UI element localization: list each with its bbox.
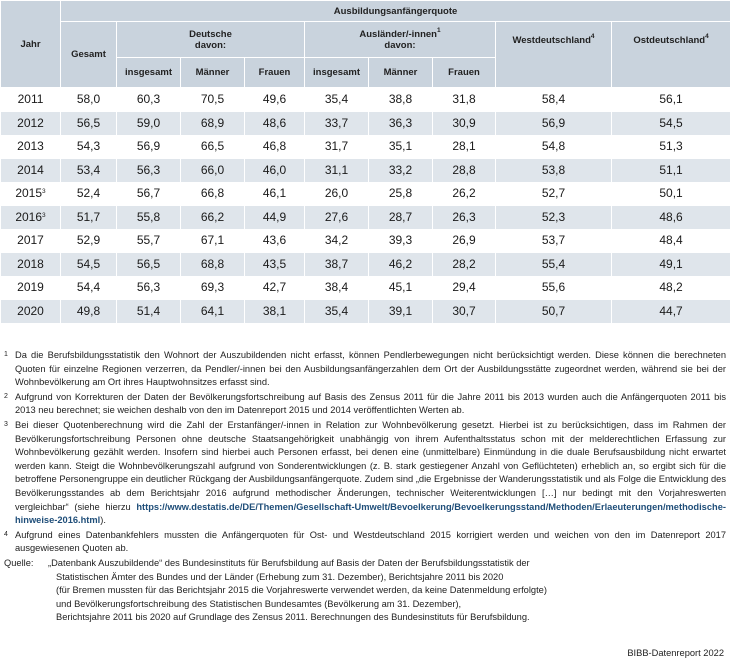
value-cell: 48,6 [245, 112, 305, 136]
value-cell: 49,1 [612, 253, 730, 277]
value-cell: 42,7 [245, 276, 305, 300]
year-cell: 2018 [1, 253, 61, 277]
table-row [1, 229, 730, 253]
value-cell: 55,4 [496, 253, 612, 277]
value-cell: 69,3 [181, 276, 245, 300]
value-cell: 54,8 [496, 135, 612, 159]
source-line: (für Bremen mussten für das Berichtsjahr 2015 die Vorjahreswerte verwendet werden, da keine Datenmeldung erfolgte) [56, 585, 547, 596]
year-cell: 2011 [1, 88, 61, 112]
value-cell: 45,1 [369, 276, 433, 300]
value-cell: 35,4 [305, 88, 369, 112]
value-cell: 48,2 [612, 276, 730, 300]
footnote-3: 3 Bei dieser Quotenberechnung wird die Zahl der Erstanfänger/-innen in Relation zur Wohnbevölkerung gesetzt. Hierbei ist zu berücksichtigen, dass im Rahmen der Bevölkerungsfortschreibung Personen ohne deutsche Staatsangehörigkeit unabhängig von ihrem Aufenthaltsstatus schon mit der melderechtlichen Erfassung zur Wohnbevölkerung gezählt werden. Insofern sind hierbei auch Personen erfasst, bei denen eine (unmittelbare) Einmündung in die duale Berufsausbildung nicht erwartet werden kann. Steigt die Wohnbevölkerungszahl aufgrund von Sonderentwicklungen (z. B. stark gestiegener Anzahl von Geflüchteten) erheblich an, so ergibt sich für die betroffene Personengruppe ein deutlicher Rückgang der Ausbildungsanfängerquote. Zudem sind „die Ergebnisse der Wanderungsstatistik und als Folge die Entwicklung des Bevölkerungsstandes ab dem Berichtsjahr 2016 aufgrund methodischer Änderungen, technischer Weiterentwicklungen […] nur bedingt mit den Vorjahreswerten vergleichbar“ (siehe hierzu https://www.destatis.de/DE/Themen/Gesellschaft-Umwelt/Bevoelkerung/Bevoelkerungsstand/Methoden/Erlaeuterungen/methodische-hinweise-2016.html). [4, 419, 726, 526]
year-cell: 2014 [1, 159, 61, 183]
value-cell: 66,2 [181, 206, 245, 230]
value-cell: 33,2 [369, 159, 433, 183]
value-cell: 43,5 [245, 253, 305, 277]
value-cell: 56,7 [117, 182, 181, 206]
value-cell: 36,3 [369, 112, 433, 136]
value-cell: 51,1 [612, 159, 730, 183]
value-cell: 54,4 [61, 276, 117, 300]
source-line: Berichtsjahre 2011 bis 2020 auf Grundlage des Zensus 2011. Berechnungen des Bundesinstituts für Berufsbildung. [56, 612, 530, 623]
table-row [1, 253, 730, 277]
value-cell: 29,4 [433, 276, 496, 300]
value-cell: 53,4 [61, 159, 117, 183]
year-cell: 2013 [1, 135, 61, 159]
value-cell: 68,8 [181, 253, 245, 277]
value-cell: 38,7 [305, 253, 369, 277]
year-cell: 2020 [1, 300, 61, 324]
value-cell: 25,8 [369, 182, 433, 206]
table-row [1, 135, 730, 159]
value-cell: 54,5 [61, 253, 117, 277]
value-cell: 31,1 [305, 159, 369, 183]
value-cell: 50,7 [496, 300, 612, 324]
value-cell: 30,9 [433, 112, 496, 136]
table-header [1, 1, 730, 88]
header-year: Jahr [1, 1, 61, 88]
value-cell: 34,2 [305, 229, 369, 253]
value-cell: 46,2 [369, 253, 433, 277]
value-cell: 67,1 [181, 229, 245, 253]
value-cell: 54,3 [61, 135, 117, 159]
value-cell: 55,8 [117, 206, 181, 230]
value-cell: 53,7 [496, 229, 612, 253]
value-cell: 56,9 [496, 112, 612, 136]
value-cell: 51,7 [61, 206, 117, 230]
table-row [1, 88, 730, 112]
value-cell: 33,7 [305, 112, 369, 136]
value-cell: 35,4 [305, 300, 369, 324]
value-cell: 38,4 [305, 276, 369, 300]
value-cell: 26,9 [433, 229, 496, 253]
header-west: Westdeutschland$^4$ [496, 22, 612, 88]
value-cell: 28,8 [433, 159, 496, 183]
header-maenner-auslaender: Männer [369, 58, 433, 88]
value-cell: 43,6 [245, 229, 305, 253]
header-frauen-deutsche: Frauen [245, 58, 305, 88]
footnotes [4, 349, 726, 625]
value-cell: 56,9 [117, 135, 181, 159]
footnote-4: 4 Aufgrund eines Datenbankfehlers mussten die Anfängerquoten für Ost- und Westdeutschland 2015 korrigiert werden und weichen von den im Datenreport 2017 ausgewiesenen Quoten ab. [4, 529, 726, 554]
value-cell: 26,3 [433, 206, 496, 230]
value-cell: 51,3 [612, 135, 730, 159]
value-cell: 28,1 [433, 135, 496, 159]
table-row [1, 112, 730, 136]
value-cell: 50,1 [612, 182, 730, 206]
year-cell: 2019 [1, 276, 61, 300]
value-cell: 51,4 [117, 300, 181, 324]
source-line: Statistischen Ämter des Bundes und der Länder (Erhebung zum 31. Dezember), Berichtsjahre 2011 bis 2020 [56, 571, 504, 582]
value-cell: 46,0 [245, 159, 305, 183]
value-cell: 49,8 [61, 300, 117, 324]
header-auslaender: Ausländer/-innen$^1$ davon: [305, 22, 496, 58]
source-note: Quelle: „Datenbank Auszubildende“ des Bundesinstituts für Berufsbildung auf Basis der Daten der Berufsbildungsstatistik der Statistischen Ämter des Bundes und der Länder (Erhebung zum 31. Dezember), Berichtsjahre 2011 bis 2020 (für Bremen mussten für das Berichtsjahr 2015 die Vorjahreswerte verwendet werden, da keine Datenmeldung erfolgte) und Bevölkerungsfortschreibung des Statistischen Bundesamtes (Bevölkerung am 31. Dezember), Berichtsjahre 2011 bis 2020 auf Grundlage des Zensus 2011. Berechnungen des Bundesinstituts für Berufsbildung. [4, 557, 726, 625]
table-row [1, 300, 730, 324]
header-insgesamt-auslaender: insgesamt [305, 58, 369, 88]
value-cell: 56,5 [117, 253, 181, 277]
table-row [1, 159, 730, 183]
value-cell: 66,0 [181, 159, 245, 183]
value-cell: 30,7 [433, 300, 496, 324]
value-cell: 48,6 [612, 206, 730, 230]
value-cell: 66,5 [181, 135, 245, 159]
header-maenner-deutsche: Männer [181, 58, 245, 88]
value-cell: 48,4 [612, 229, 730, 253]
value-cell: 26,2 [433, 182, 496, 206]
table-row [1, 206, 730, 230]
header-deutsche: Deutsche davon: [117, 22, 305, 58]
value-cell: 66,8 [181, 182, 245, 206]
value-cell: 59,0 [117, 112, 181, 136]
year-cell: 2016$^3$ [1, 206, 61, 230]
year-cell: 2017 [1, 229, 61, 253]
table-row [1, 276, 730, 300]
value-cell: 52,9 [61, 229, 117, 253]
value-cell: 44,7 [612, 300, 730, 324]
quota-table [0, 0, 730, 323]
header-group: Ausbildungsanfängerquote [61, 1, 730, 22]
value-cell: 31,7 [305, 135, 369, 159]
publication-label: BIBB-Datenreport 2022 [627, 648, 724, 658]
value-cell: 26,0 [305, 182, 369, 206]
value-cell: 55,7 [117, 229, 181, 253]
value-cell: 60,3 [117, 88, 181, 112]
header-insgesamt-deutsche: insgesamt [117, 58, 181, 88]
value-cell: 28,2 [433, 253, 496, 277]
value-cell: 44,9 [245, 206, 305, 230]
value-cell: 58,4 [496, 88, 612, 112]
value-cell: 56,3 [117, 276, 181, 300]
value-cell: 52,3 [496, 206, 612, 230]
footnote-2: 2 Aufgrund von Korrekturen der Daten der Bevölkerungsfortschreibung auf Basis des Zensus 2011 für die Jahre 2011 bis 2013 wurden auch die Anfängerquoten 2011 bis 2013 neu berechnet; sie weichen deshalb von den im Datenreport 2015 und 2014 veröffentlichten Werten ab. [4, 391, 726, 416]
value-cell: 53,8 [496, 159, 612, 183]
value-cell: 56,3 [117, 159, 181, 183]
year-cell: 2015$^3$ [1, 182, 61, 206]
value-cell: 64,1 [181, 300, 245, 324]
value-cell: 52,4 [61, 182, 117, 206]
value-cell: 27,6 [305, 206, 369, 230]
header-ost: Ostdeutschland$^4$ [612, 22, 730, 88]
header-frauen-auslaender: Frauen [433, 58, 496, 88]
source-line: „Datenbank Auszubildende“ des Bundesinstituts für Berufsbildung auf Basis der Daten der Berufsbildungsstatistik der [48, 557, 530, 568]
value-cell: 46,1 [245, 182, 305, 206]
value-cell: 31,8 [433, 88, 496, 112]
value-cell: 58,0 [61, 88, 117, 112]
value-cell: 56,1 [612, 88, 730, 112]
footnote-1: 1 Da die Berufsbildungsstatistik den Wohnort der Auszubildenden nicht erfasst, können Pendlerbewegungen nicht berücksichtigt werden. Diese können die berechneten Quoten für einzelne Regionen verzerren, da Pendler/-innen bei den Ausbildungsanfängerzahlen dem Ort der Ausbildungsstätte zugeordnet werden, während sie bei der Wohnbevölkerung am Ort ihres Hauptwohnsitzes erfasst sind. [4, 350, 726, 388]
header-gesamt: Gesamt [61, 22, 117, 88]
table-row [1, 182, 730, 206]
value-cell: 54,5 [612, 112, 730, 136]
value-cell: 52,7 [496, 182, 612, 206]
value-cell: 46,8 [245, 135, 305, 159]
value-cell: 55,6 [496, 276, 612, 300]
value-cell: 70,5 [181, 88, 245, 112]
value-cell: 35,1 [369, 135, 433, 159]
table-body [1, 88, 730, 324]
value-cell: 38,8 [369, 88, 433, 112]
value-cell: 56,5 [61, 112, 117, 136]
value-cell: 38,1 [245, 300, 305, 324]
source-line: und Bevölkerungsfortschreibung des Statistischen Bundesamtes (Bevölkerung am 31. Dezember), [56, 598, 462, 609]
value-cell: 49,6 [245, 88, 305, 112]
year-cell: 2012 [1, 112, 61, 136]
value-cell: 28,7 [369, 206, 433, 230]
value-cell: 39,1 [369, 300, 433, 324]
value-cell: 68,9 [181, 112, 245, 136]
destatis-link[interactable]: https://www.destatis.de/DE/Themen/Gesellschaft-Umwelt/Bevoelkerung/Bevoelkerungsstand/Methoden/Erlaeuterungen/methodische-hinweise-2016.html [15, 501, 726, 526]
value-cell: 39,3 [369, 229, 433, 253]
